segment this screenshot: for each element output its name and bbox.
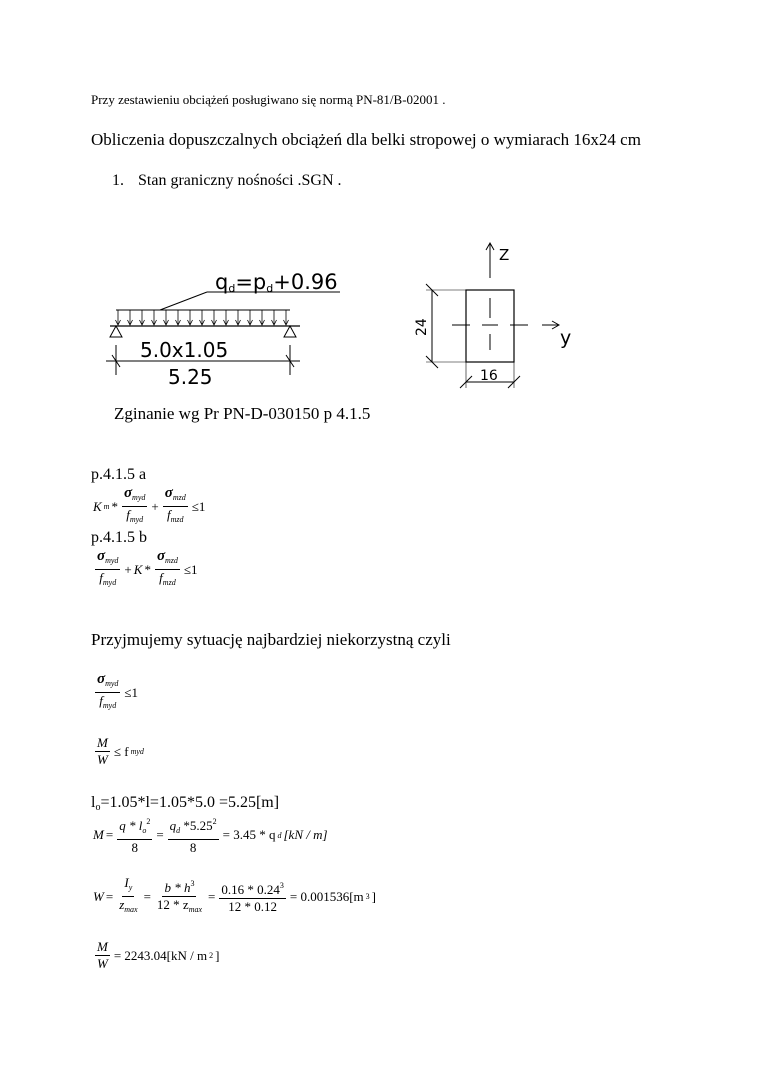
sub-myd: myd	[129, 515, 144, 524]
span-total: 5.25	[168, 365, 213, 389]
le-one: ≤1	[183, 561, 198, 577]
op-eq: =	[208, 888, 216, 904]
sup-2: 2	[209, 951, 214, 960]
clause-a-label: p.4.1.5 a	[91, 466, 147, 483]
lo-line	[91, 794, 279, 813]
le-f: ≤ f	[113, 743, 129, 759]
fraction-sigma-mzd	[155, 549, 180, 590]
sigma-symbol: σ	[164, 485, 173, 501]
sigma-symbol: σ	[123, 485, 133, 501]
op-eq: =	[105, 827, 114, 842]
formula-a	[93, 486, 205, 527]
list-item-1	[112, 172, 342, 190]
sup-3: 3	[365, 892, 370, 901]
sub-myd: myd	[105, 556, 119, 565]
num-numeric: 0.16 * 0.24	[221, 882, 280, 897]
sub-m: m	[103, 502, 110, 511]
list-number: 1.	[112, 172, 124, 189]
op-star: *	[111, 498, 118, 514]
sub-o: o	[142, 826, 147, 835]
sub-myd: myd	[102, 701, 117, 710]
sup-2: 2	[212, 817, 217, 826]
sub-d: d	[277, 830, 282, 840]
sub-mzd: mzd	[162, 578, 176, 587]
fraction-qd	[168, 815, 219, 855]
op-plus: +	[124, 561, 132, 577]
sub-myd: myd	[132, 493, 146, 502]
op-eq: =	[143, 888, 151, 904]
symbol-k: K	[93, 498, 102, 514]
m-result: = 3.45 * q	[222, 827, 276, 842]
w-result: = 0.001536[m	[289, 888, 364, 904]
fraction-q-lo	[117, 815, 152, 855]
formula-b	[93, 549, 198, 590]
le-one: ≤1	[191, 498, 206, 514]
f-symbol: f	[99, 570, 103, 585]
bracket-close: ]	[371, 888, 376, 904]
f-symbol: f	[159, 570, 163, 585]
fraction-sigma-myd	[95, 672, 120, 713]
formula-mw	[93, 736, 144, 767]
sub-max: max	[188, 904, 203, 914]
sup-3: 3	[190, 878, 195, 888]
fraction-bh	[155, 877, 204, 917]
leader-line	[160, 292, 207, 310]
z-axis-label: Z	[499, 246, 510, 264]
load-arrows	[116, 310, 289, 325]
w-symbol: W	[97, 752, 108, 767]
den-8: 8	[131, 840, 138, 855]
sub-myd: myd	[130, 747, 144, 756]
sub-mzd: mzd	[172, 493, 186, 502]
sub-y: y	[128, 883, 133, 892]
left-support	[110, 326, 122, 337]
op-eq: =	[105, 888, 114, 904]
sub-myd: myd	[102, 578, 117, 587]
den-12z: 12 * z	[156, 896, 189, 912]
list-text: Stan graniczny nośności .SGN .	[138, 172, 342, 189]
y-axis-label: y	[560, 327, 572, 349]
assumption-text: Przyjmujemy sytuację najbardziej niekorzystną czyli	[91, 630, 451, 649]
sub-myd: myd	[105, 679, 119, 688]
lo-rest: =1.05*l=1.05*5.0 =5.25[m]	[100, 794, 280, 811]
clause-b-label: p.4.1.5 b	[91, 529, 147, 546]
w-symbol: W	[93, 888, 104, 904]
section-height: 24	[414, 318, 430, 336]
fraction-m-w	[95, 736, 110, 767]
formula-w	[93, 876, 376, 917]
symbol-k: K	[133, 561, 143, 577]
fraction-m-w	[95, 940, 110, 971]
sub-mzd: mzd	[170, 515, 184, 524]
m-symbol: M	[97, 735, 108, 750]
page-heading: Obliczenia dopuszczalnych obciążeń dla belki stropowej o wymiarach 16x24 cm	[91, 130, 641, 149]
f-symbol: f	[166, 507, 171, 522]
bending-reference: Zginanie wg Pr PN-D-030150 p 4.1.5	[114, 404, 371, 423]
f-symbol: f	[99, 693, 103, 708]
den-numeric: 12 * 0.12	[228, 899, 277, 914]
formula-m	[93, 815, 328, 855]
w-symbol: W	[97, 956, 108, 971]
fraction-sigma-mzd	[163, 486, 188, 527]
load-label: qd=pd+0.96	[215, 270, 338, 295]
sigma-symbol: σ	[97, 548, 106, 564]
section-drawing	[410, 236, 580, 396]
section-width: 16	[480, 368, 498, 384]
sub-max: max	[124, 905, 138, 914]
fraction-sigma-myd	[95, 549, 120, 590]
num-bh: b * h	[164, 879, 191, 895]
lo-sub: o	[95, 802, 101, 813]
z-symbol: z	[119, 897, 125, 912]
num-q: q	[169, 818, 177, 833]
formula-simplified	[93, 672, 138, 713]
op-plus: +	[151, 498, 159, 514]
right-support	[284, 326, 296, 337]
m-unit: [kN / m]	[283, 827, 328, 842]
op-eq: =	[156, 827, 164, 842]
num-tail: *5.25	[180, 818, 213, 833]
fraction-iy	[117, 876, 139, 917]
i-symbol: I	[124, 875, 129, 890]
span-expression: 5.0x1.05	[140, 338, 229, 362]
le-one: ≤1	[124, 684, 139, 700]
sub-mzd: mzd	[165, 556, 178, 565]
sub-d: d	[176, 826, 181, 835]
lo-symbol: l	[91, 794, 96, 811]
m-symbol: M	[93, 827, 104, 842]
sup-3: 3	[279, 881, 284, 890]
fraction-numeric	[219, 879, 286, 914]
den-8: 8	[189, 840, 197, 855]
num-q-l: q * l	[119, 818, 143, 833]
m-symbol: M	[97, 939, 108, 954]
fraction-sigma-myd	[122, 486, 147, 527]
op-star: *	[144, 561, 151, 577]
bracket-close: ]	[215, 947, 220, 963]
mw-value: = 2243.04[kN / m	[113, 947, 208, 963]
sigma-symbol: σ	[156, 548, 166, 564]
sup-2: 2	[146, 817, 151, 826]
sigma-symbol: σ	[97, 671, 106, 687]
formula-mw-result	[93, 940, 219, 971]
intro-text: Przy zestawieniu obciążeń posługiwano się normą PN-81/B-02001 .	[91, 92, 446, 107]
beam-drawing	[100, 260, 370, 390]
f-symbol: f	[126, 507, 130, 522]
